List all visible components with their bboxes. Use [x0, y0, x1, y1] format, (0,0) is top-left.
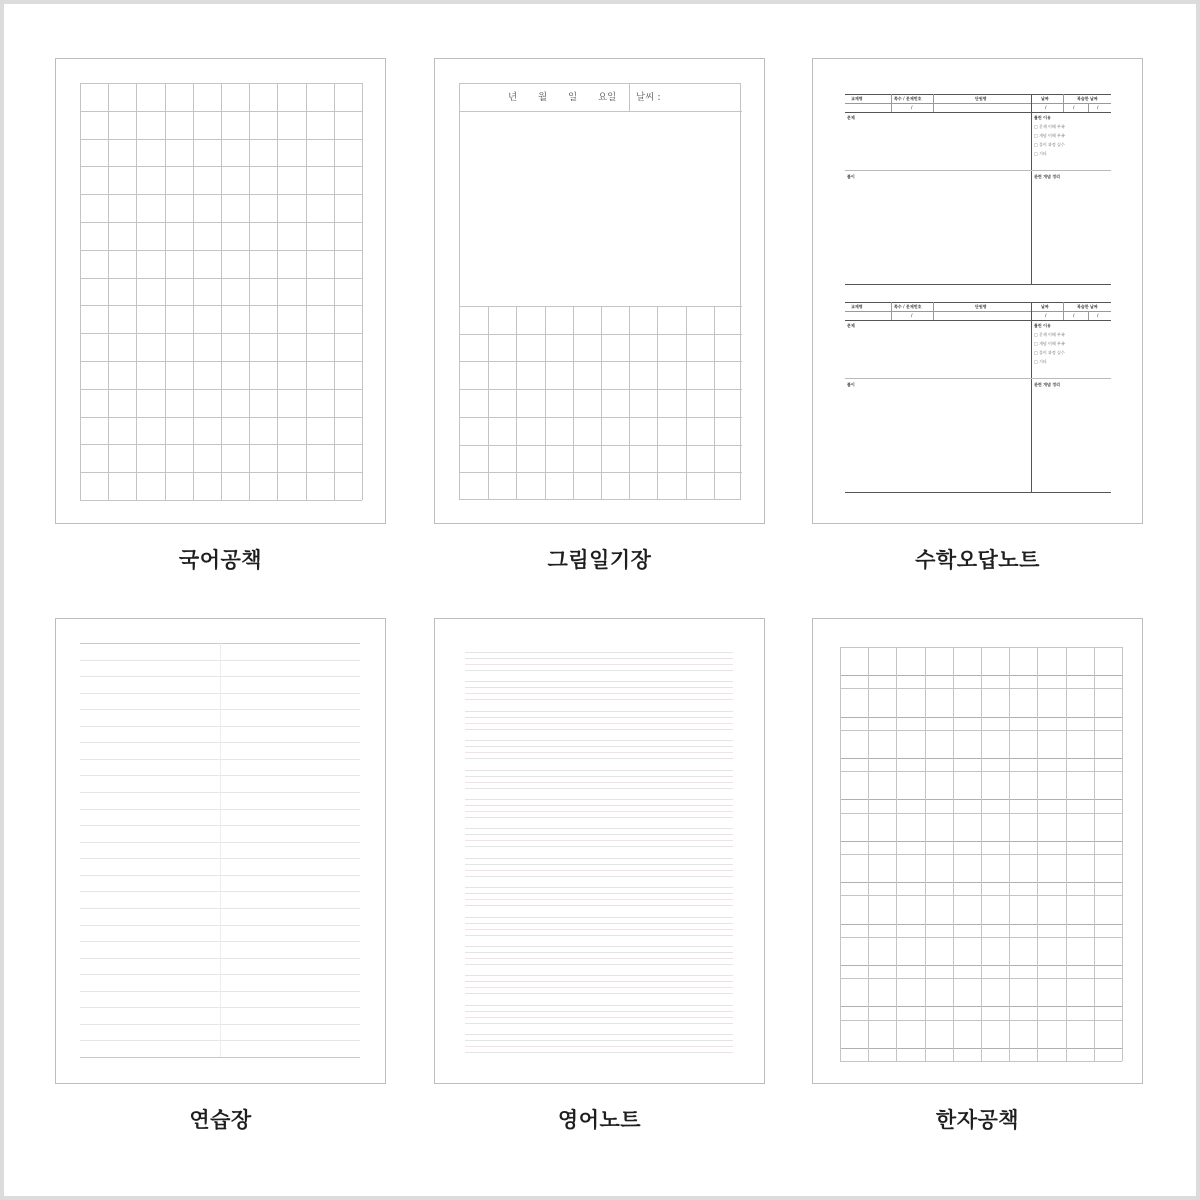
english-line — [465, 799, 733, 800]
math-reason-checkbox: □ 개념 이해 부족 — [1034, 133, 1065, 138]
english-line — [465, 935, 733, 936]
grid-row-line — [80, 222, 362, 223]
hanja-column-line — [868, 647, 869, 1061]
grid-column-line — [334, 83, 335, 500]
panel-picture-diary[interactable] — [434, 58, 765, 524]
english-line — [465, 946, 733, 947]
math-header-bottom-line — [845, 112, 1111, 113]
english-line — [465, 687, 733, 688]
math-problem-label: 문제 — [847, 115, 855, 120]
english-line — [465, 693, 733, 694]
diary-grid-column-line — [516, 306, 517, 500]
english-line — [465, 752, 733, 753]
english-line — [465, 1052, 733, 1053]
math-header-cell: 단원명 — [975, 96, 987, 101]
hanja-column-line — [981, 647, 982, 1061]
math-concept-label: 관련 개념 정리 — [1034, 382, 1060, 387]
english-line — [465, 652, 733, 653]
english-line — [465, 776, 733, 777]
english-line — [465, 1023, 733, 1024]
english-line — [465, 876, 733, 877]
math-reason-checkbox: □ 기타 — [1034, 359, 1047, 364]
english-line — [465, 670, 733, 671]
math-solution-label: 풀이 — [847, 382, 855, 387]
panel-hanja-notebook[interactable] — [812, 618, 1143, 1084]
math-header-col-sep — [891, 94, 892, 112]
english-line — [465, 923, 733, 924]
label-math-wrong-answer-note: 수학오답노트 — [915, 548, 1040, 572]
math-header-cell: 날짜 — [1041, 304, 1049, 309]
grid-row-line — [80, 444, 362, 445]
grid-row-line — [80, 305, 362, 306]
math-value-cell: / — [1045, 313, 1047, 318]
diary-weekday-label: 요일 — [598, 92, 617, 103]
grid-row-line — [80, 250, 362, 251]
math-reason-checkbox: □ 기타 — [1034, 151, 1047, 156]
label-korean-notebook: 국어공책 — [178, 548, 263, 572]
english-line — [465, 958, 733, 959]
grid-column-line — [362, 83, 363, 500]
hanja-column-line — [925, 647, 926, 1061]
math-section-mid-line — [845, 170, 1111, 171]
hanja-row-line — [840, 1061, 1122, 1062]
math-header-col-sep — [1063, 94, 1064, 112]
hanja-column-line — [1009, 647, 1010, 1061]
hanja-column-line — [1122, 647, 1123, 1061]
grid-row-line — [80, 389, 362, 390]
math-reason-checkbox: □ 문제 이해 부족 — [1034, 124, 1065, 129]
english-line — [465, 993, 733, 994]
grid-row-line — [80, 500, 362, 501]
math-header-cell: 날짜 — [1041, 96, 1049, 101]
english-line — [465, 1011, 733, 1012]
math-header-cell: 복습한 날짜 — [1077, 96, 1098, 101]
english-line — [465, 864, 733, 865]
english-line — [465, 740, 733, 741]
panel-english-notebook[interactable] — [434, 618, 765, 1084]
hanja-column-line — [953, 647, 954, 1061]
math-section-mid-line — [845, 378, 1111, 379]
english-line — [465, 788, 733, 789]
english-line — [465, 1017, 733, 1018]
english-line — [465, 811, 733, 812]
diary-grid-column-line — [545, 306, 546, 500]
english-line — [465, 717, 733, 718]
label-practice-notebook: 연습장 — [189, 1108, 252, 1132]
math-header-cell: 교재명 — [851, 304, 863, 309]
diary-grid-column-line — [488, 306, 489, 500]
english-line — [465, 987, 733, 988]
math-header-col-sep — [933, 302, 934, 320]
hanja-column-line — [1094, 647, 1095, 1061]
math-header-col-sep — [891, 302, 892, 320]
hanja-column-line — [896, 647, 897, 1061]
practice-bottom-line — [80, 1057, 360, 1058]
diary-grid-column-line — [686, 306, 687, 500]
math-reason-checkbox: □ 개념 이해 부족 — [1034, 341, 1065, 346]
english-line — [465, 899, 733, 900]
panel-math-wrong-answer-note[interactable] — [812, 58, 1143, 524]
grid-column-line — [277, 83, 278, 500]
english-line — [465, 964, 733, 965]
english-line — [465, 887, 733, 888]
math-problem-label: 문제 — [847, 323, 855, 328]
english-line — [465, 917, 733, 918]
english-line — [465, 858, 733, 859]
grid-row-line — [80, 361, 362, 362]
panel-practice-notebook[interactable] — [55, 618, 386, 1084]
english-line — [465, 729, 733, 730]
english-line — [465, 1034, 733, 1035]
diary-month-label: 월 — [538, 92, 548, 103]
math-value-cell: / — [1073, 105, 1075, 110]
english-line — [465, 723, 733, 724]
math-section-1 — [845, 94, 1111, 289]
math-header-col-sep — [933, 94, 934, 112]
grid-row-line — [80, 83, 362, 84]
english-line — [465, 1005, 733, 1006]
english-line — [465, 681, 733, 682]
math-reason-title: 틀린 이유 — [1034, 115, 1051, 120]
diary-grid-column-line — [573, 306, 574, 500]
hanja-column-line — [1037, 647, 1038, 1061]
english-line — [465, 870, 733, 871]
english-line — [465, 805, 733, 806]
diary-grid-column-line — [629, 306, 630, 500]
english-line — [465, 834, 733, 835]
math-reason-checkbox: □ 문제 이해 부족 — [1034, 332, 1065, 337]
math-reason-checkbox: □ 풀이 과정 실수 — [1034, 350, 1065, 355]
english-line — [465, 828, 733, 829]
grid-column-line — [249, 83, 250, 500]
english-line — [465, 893, 733, 894]
math-header-cell: 쪽수 / 문제번호 — [894, 304, 922, 309]
english-line — [465, 782, 733, 783]
math-section-bottom-line — [845, 492, 1111, 493]
math-solution-label: 풀이 — [847, 174, 855, 179]
math-value-cell: / — [1045, 105, 1047, 110]
math-header-cell: 쪽수 / 문제번호 — [894, 96, 922, 101]
grid-row-line — [80, 139, 362, 140]
diary-grid-column-line — [657, 306, 658, 500]
english-line — [465, 981, 733, 982]
grid-column-line — [165, 83, 166, 500]
english-line — [465, 658, 733, 659]
english-line — [465, 905, 733, 906]
diary-weather-label: 날씨 : — [636, 92, 661, 103]
math-header-cell: 교재명 — [851, 96, 863, 101]
english-line — [465, 699, 733, 700]
hanja-grid — [840, 647, 1122, 1061]
grid-row-line — [80, 278, 362, 279]
practice-center-divider — [220, 643, 221, 1057]
english-line — [465, 711, 733, 712]
english-line — [465, 817, 733, 818]
diary-day-label: 일 — [568, 92, 578, 103]
diary-header-separator — [629, 84, 630, 111]
page-frame — [4, 4, 1196, 1196]
label-picture-diary: 그림일기장 — [547, 548, 652, 572]
english-line — [465, 952, 733, 953]
english-line — [465, 770, 733, 771]
math-header-col-sep — [1088, 311, 1089, 320]
math-section-bottom-line — [845, 284, 1111, 285]
math-header-bottom-line — [845, 320, 1111, 321]
hanja-column-line — [840, 647, 841, 1061]
grid-column-line — [80, 83, 81, 500]
math-header-cell: 복습한 날짜 — [1077, 304, 1098, 309]
grid-row-line — [80, 194, 362, 195]
grid-row-line — [80, 166, 362, 167]
korean-grid — [80, 83, 362, 500]
math-reason-checkbox: □ 풀이 과정 실수 — [1034, 142, 1065, 147]
english-line — [465, 664, 733, 665]
english-line — [465, 840, 733, 841]
grid-row-line — [80, 472, 362, 473]
grid-column-line — [136, 83, 137, 500]
diary-year-label: 년 — [508, 92, 518, 103]
label-hanja-notebook: 한자공책 — [935, 1108, 1020, 1132]
diary-drawing-area — [460, 112, 742, 306]
math-value-cell: / — [911, 105, 913, 110]
label-english-notebook: 영어노트 — [557, 1108, 642, 1132]
math-value-cell: / — [1097, 105, 1099, 110]
grid-column-line — [221, 83, 222, 500]
hanja-column-line — [1066, 647, 1067, 1061]
english-line — [465, 758, 733, 759]
diary-frame — [459, 83, 741, 500]
grid-column-line — [108, 83, 109, 500]
english-line — [465, 975, 733, 976]
math-value-cell: / — [911, 313, 913, 318]
math-concept-label: 관련 개념 정리 — [1034, 174, 1060, 179]
grid-column-line — [193, 83, 194, 500]
grid-row-line — [80, 111, 362, 112]
english-lines — [465, 652, 733, 1072]
english-line — [465, 1040, 733, 1041]
math-header-cell: 단원명 — [975, 304, 987, 309]
english-line — [465, 1046, 733, 1047]
math-reason-title: 틀린 이유 — [1034, 323, 1051, 328]
math-header-col-sep — [1063, 302, 1064, 320]
math-header-mid-line — [845, 103, 1111, 104]
practice-lines — [80, 643, 360, 1057]
english-line — [465, 846, 733, 847]
grid-row-line — [80, 417, 362, 418]
math-section-2 — [845, 302, 1111, 497]
math-main-divider — [1031, 302, 1032, 492]
math-header-mid-line — [845, 311, 1111, 312]
math-header-top-line — [845, 94, 1111, 95]
panel-korean-notebook[interactable] — [55, 58, 386, 524]
diary-grid-column-line — [601, 306, 602, 500]
math-value-cell: / — [1073, 313, 1075, 318]
math-main-divider — [1031, 94, 1032, 284]
english-line — [465, 929, 733, 930]
diary-grid-column-line — [714, 306, 715, 500]
grid-column-line — [306, 83, 307, 500]
english-line — [465, 746, 733, 747]
math-header-top-line — [845, 302, 1111, 303]
math-header-col-sep — [1088, 103, 1089, 112]
grid-row-line — [80, 333, 362, 334]
math-value-cell: / — [1097, 313, 1099, 318]
